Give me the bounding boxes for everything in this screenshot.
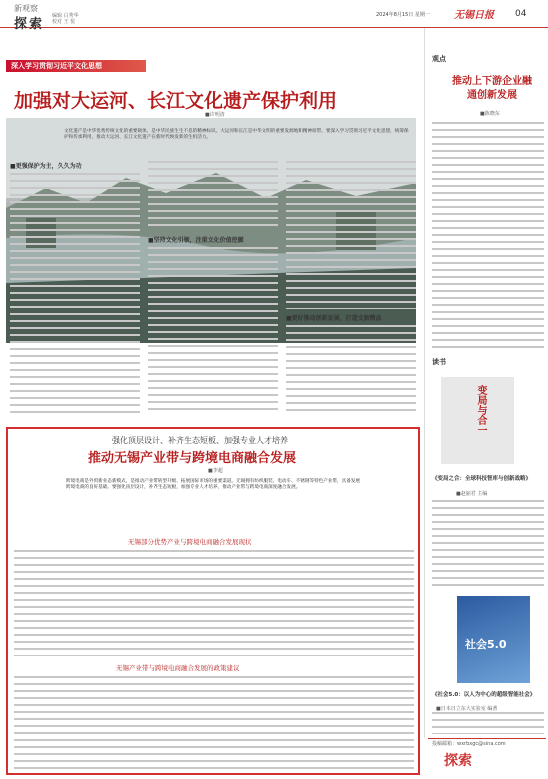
featured-author: ■李超: [208, 468, 223, 474]
opinion-body: [432, 122, 544, 348]
subhead-3: ■更好推动创新发展，打造文旅精品: [286, 315, 382, 322]
body-column-3b: [286, 325, 416, 413]
featured-subhead-2: 无锡产业带与跨境电商融合发展的政策建议: [116, 664, 240, 672]
footer-logo: 探索: [444, 753, 472, 769]
featured-subhead-1: 无锡部分优势产业与跨境电商融合发展现状: [128, 538, 252, 546]
featured-body-lower: [14, 676, 414, 770]
newspaper-logo: 无锡日报: [454, 10, 494, 21]
book2-caption: 《社会5.0：以人为中心的超级智能社会》: [432, 692, 536, 698]
body-column-1: [10, 173, 140, 413]
section-small-label: 新观察: [14, 4, 38, 13]
edit-line-2: 校对 王 悦: [52, 19, 76, 25]
body-column-3a: [286, 161, 416, 309]
book-cover-2: [457, 596, 530, 683]
book1-author: ■赵丽君 主编: [456, 491, 488, 497]
submission-email: 投稿邮箱：wxrbxgc@sina.com: [432, 741, 506, 747]
featured-title: 推动无锡产业带与跨境电商融合发展: [88, 451, 297, 466]
article-body: [6, 161, 416, 421]
tag-reading: 读书: [432, 358, 446, 366]
book2-author: ■日本日立东大实验室 编著: [436, 706, 498, 712]
featured-kicker: 强化顶层设计、补齐生态短板、加强专业人才培养: [112, 436, 288, 445]
edit-info: [52, 13, 79, 25]
body-column-2a: [148, 161, 278, 231]
body-column-2b: [148, 247, 278, 413]
lead-paragraph: 文化遗产是中华优秀传统文化的重要载体，是中华民族生生不息的精神标识。大运河和长江是中华文明的重要发源地和精神纽带。要深入学习贯彻习近平文化思想，统筹保护和传承利用，推动大运河、长江文化遗产在新时代焕发新的生机活力。: [64, 129, 409, 141]
page-number: 04: [515, 9, 527, 19]
book1-cover-title: 变局与合一: [475, 385, 486, 435]
featured-lead: 跨境电商是外贸新业态新模式，是推动产业带转型升级、拓展国际市场的重要渠道。无锡拥有纺织服装、电动车、不锈钢等特色产业带，具备发展跨境电商的良好基础。要强化顶层设计，补齐生态短板，加强专业人才培养，推动产业带与跨境电商深度融合发展。: [66, 479, 361, 491]
main-headline: 加强对大运河、长江文化遗产保护利用: [14, 90, 338, 112]
book1-caption: 《变局之合：全球科技智库与创新战略》: [432, 476, 532, 482]
book-cover-1: [441, 377, 514, 464]
tag-opinion: 观点: [432, 55, 446, 63]
section-logo: 探索: [14, 17, 45, 32]
featured-body-upper: [14, 550, 414, 656]
edit-line-1: 编辑 白秀华: [52, 13, 79, 19]
column-divider: [424, 28, 425, 738]
book1-review: [432, 500, 544, 590]
subhead-1: ■更强保护为主，久久为功: [10, 163, 82, 170]
book2-review: [432, 712, 544, 734]
opinion-author: ■陈晓东: [480, 111, 500, 117]
opinion-title: 推动上下游企业融通创新发展: [452, 76, 532, 101]
main-author: ■许明清: [205, 112, 225, 118]
subhead-2: ■坚持文化引领，注重文化价值挖掘: [148, 237, 244, 244]
issue-date: 2024年8月15日 星期一: [376, 12, 430, 18]
masthead: [0, 0, 548, 32]
book2-cover-title: 社会5.0: [465, 638, 507, 651]
topic-banner: 深入学习贯彻习近平文化思想: [6, 60, 146, 72]
footer-rule: [428, 738, 546, 739]
